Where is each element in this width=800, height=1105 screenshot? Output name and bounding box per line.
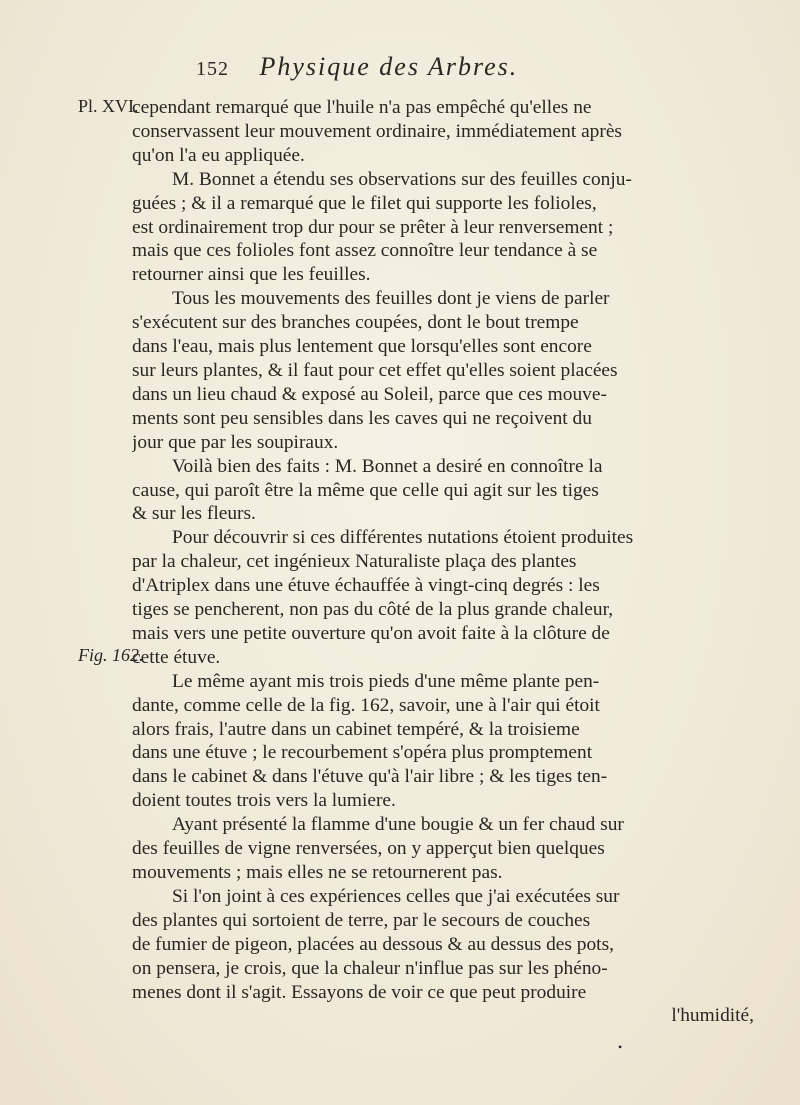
text-line: s'exécutent sur des branches coupées, dont le bout trempe [132,312,579,334]
text-line: mouvements ; mais elles ne se retournerent pas. [132,862,503,883]
text-line: mais que ces folioles font assez connoître leur tendance à se [132,240,598,262]
text-line: d'Atriplex dans une étuve échauffée à vingt-cinq degrés : les [132,575,600,597]
text-line: alors frais, l'autre dans un cabinet tempéré, & la troisieme [132,718,580,740]
text-line: ments sont peu sensibles dans les caves qui ne reçoivent du [132,407,592,429]
paragraph-start-line: Tous les mouvements des feuilles dont je viens de parler [172,288,610,310]
text-line: tiges se pencherent, non pas du côté de la plus grande chaleur, [132,599,614,621]
text-line: par la chaleur, cet ingénieux Naturaliste plaça des plantes [132,551,577,573]
text-line: dans le cabinet & dans l'étuve qu'à l'air libre ; & les tiges ten- [132,766,608,788]
text-line: menes dont il s'agit. Essayons de voir ce que peut produire [132,981,587,1003]
paragraph-start-line: Le même ayant mis trois pieds d'une même plante pen- [172,670,600,692]
text-line: conservassent leur mouvement ordinaire, immédiatement après [132,120,622,142]
paragraph-start-line: Si l'on joint à ces expériences celles que j'ai exécutées sur [172,885,620,907]
text-line: cause, qui paroît être la même que celle qui agit sur les tiges [132,479,599,501]
figure-reference: Fig. 162. [78,645,144,665]
text-line: & sur les fleurs. [132,503,256,525]
text-line: dans un lieu chaud & exposé au Soleil, parce que ces mouve- [132,383,607,405]
paragraph-start-line: Ayant présenté la flamme d'une bougie & un fer chaud sur [172,814,624,836]
text-line: retourner ainsi que les feuilles. [132,264,371,286]
text-line: sur leurs plantes, & il faut pour cet effet qu'elles soient placées [132,359,618,381]
signature-mark-icon: • [618,1040,623,1054]
text-line: qu'on l'a eu appliquée. [132,144,305,166]
text-line: on pensera, je crois, que la chaleur n'influe pas sur les phéno- [132,957,608,979]
text-line: jour que par les soupiraux. [132,431,339,453]
text-line: dans une étuve ; le recourbement s'opéra plus promptement [132,742,593,764]
text-line: de fumier de pigeon, placées au dessous & au dessus des pots, [132,933,614,955]
text-line: des plantes qui sortoient de terre, par le secours de couches [132,909,591,931]
text-line: cette étuve. [132,646,221,668]
paragraph-start-line: Voilà bien des faits : M. Bonnet a desiré en connoître la [172,455,603,477]
paragraph-start-line: M. Bonnet a étendu ses observations sur des feuilles conju- [172,168,632,190]
body-text [132,96,782,1028]
text-line: mais vers une petite ouverture qu'on avoit faite à la clôture de [132,622,610,644]
text-line: dante, comme celle de la fig. 162, savoir, une à l'air qui étoit [132,694,600,716]
page-header [196,52,756,82]
text-line: des feuilles de vigne renversées, on y apperçut bien quelques [132,838,605,860]
text-line: guées ; & il a remarqué que le filet qui supporte les folioles, [132,192,597,214]
text-line: est ordinairement trop dur pour se prêter à leur renversement ; [132,216,614,238]
running-title: Physique des Arbres. [259,52,519,81]
text-line: dans l'eau, mais plus lentement que lorsqu'elles sont encore [132,336,592,358]
plate-reference: Pl. XVI. [78,96,139,116]
text-line: doient toutes trois vers la lumiere. [132,790,396,812]
text-line: cependant remarqué que l'huile n'a pas empêché qu'elles ne [132,97,592,118]
paragraph-start-line: Pour découvrir si ces différentes nutations étoient produites [172,527,634,549]
page-number: 152 [196,58,229,80]
catchword: l'humidité, [671,1005,754,1027]
